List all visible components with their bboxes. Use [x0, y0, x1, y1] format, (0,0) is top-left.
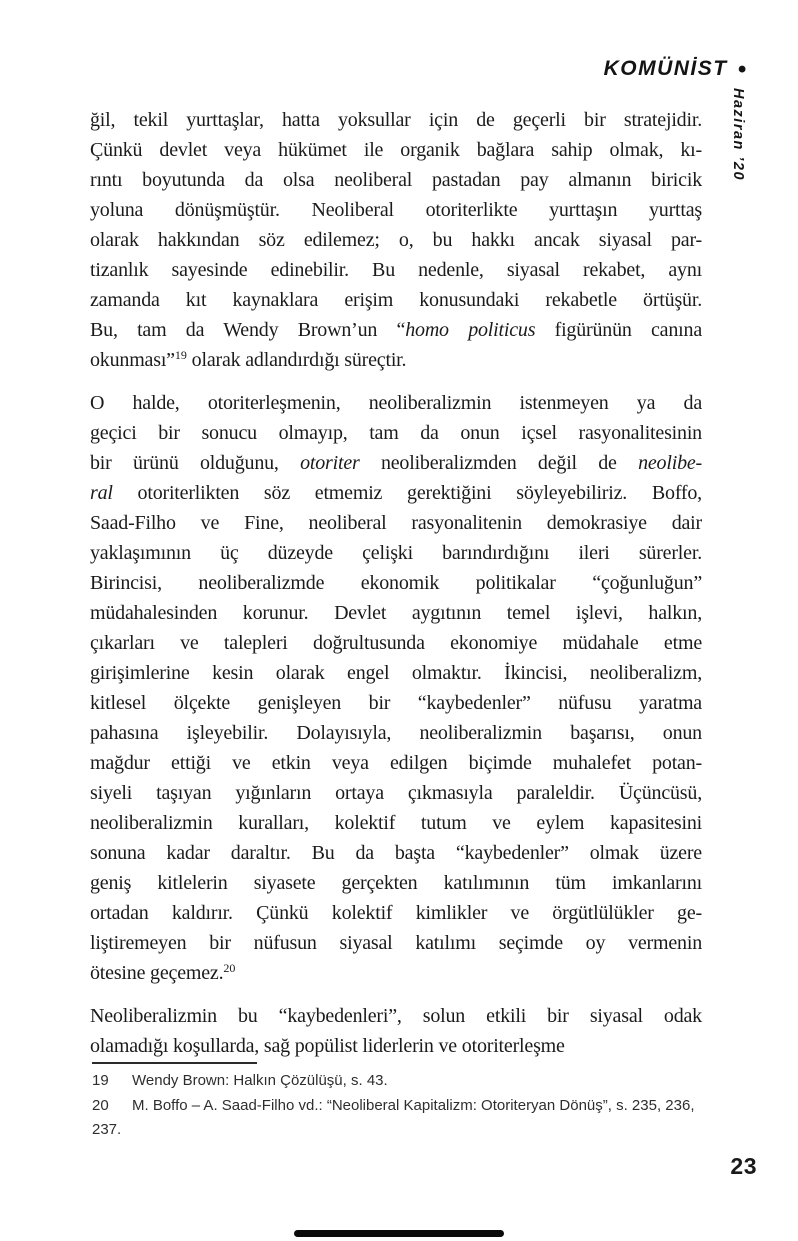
text-line — [90, 315, 702, 345]
footnote-number: 19 — [92, 1072, 109, 1089]
text-segment: neoliberalizmden değil de — [359, 452, 639, 474]
text-line — [90, 345, 702, 375]
text-segment: bir ürünü olduğunu, — [90, 452, 301, 474]
text-segment: ortadan kaldırır. Çünkü kolektif kimlikler ve örgütlülükler ge- — [90, 902, 702, 924]
text-segment: ğil, tekil yurttaşlar, hatta yoksullar için de geçerli bir stratejidir. — [90, 109, 702, 131]
text-segment: Çünkü devlet veya hükümet ile organik bağlara sahip olmak, kı- — [90, 139, 702, 161]
text-line — [90, 255, 702, 285]
text-line — [90, 285, 702, 315]
text-line — [90, 628, 702, 658]
text-line — [90, 838, 702, 868]
text-line — [90, 928, 702, 958]
text-line — [90, 538, 702, 568]
paragraph — [90, 105, 702, 375]
footnote-line — [92, 1118, 702, 1142]
text-segment: liştiremeyen bir nüfusun siyasal katılımı seçimde oy vermenin — [90, 932, 702, 954]
footnote-text: 237. — [92, 1121, 122, 1138]
text-segment: neoliberalizmin kuralları, kolektif tutum ve eylem kapasitesini — [90, 812, 702, 834]
text-segment: zamanda kıt kaynaklara erişim konusundaki rekabetle örtüşür. — [90, 289, 702, 311]
italic-text: neolibe- — [638, 452, 703, 474]
text-segment: olarak hakkından söz edilemez; o, bu hakkı ancak siyasal par- — [90, 229, 702, 251]
text-segment: çıkarları ve talepleri doğrultusunda ekonomiye müdahale etme — [90, 632, 702, 654]
text-line — [90, 808, 702, 838]
footnote-text: M. Boffo – A. Saad-Filho vd.: “Neoliberal Kapitalizm: Otoriteryan Dönüş”, s. 235, 236, — [132, 1097, 695, 1114]
text-line — [90, 898, 702, 928]
text-line — [90, 598, 702, 628]
text-line — [90, 718, 702, 748]
text-segment: Saad-Filho ve Fine, neoliberal rasyonalitenin demokrasiye dair — [90, 512, 702, 534]
footnote-number: 20 — [92, 1097, 109, 1114]
text-segment: pahasına işleyebilir. Dolayısıyla, neoliberalizmin başarısı, onun — [90, 722, 702, 744]
text-segment: girişimlerine kesin olarak engel olmaktır. İkincisi, neoliberalizm, — [90, 662, 702, 684]
text-line — [90, 448, 702, 478]
text-segment: rıntı boyutunda da olsa neoliberal pastadan pay almanın biricik — [90, 169, 702, 191]
text-line — [90, 105, 702, 135]
text-segment: Neoliberalizmin bu “kaybedenleri”, solun etkili bir siyasal odak — [90, 1005, 702, 1027]
page-number: 23 — [730, 1153, 757, 1179]
text-segment: geçici bir sonucu olmayıp, tam da onun içsel rasyonalitesinin — [90, 422, 702, 444]
footnotes — [92, 1069, 702, 1143]
footnote — [92, 1094, 702, 1142]
text-segment: mağdur ettiği ve etkin veya edilgen biçimde muhalefet potan- — [90, 752, 702, 774]
footnote-ref: 19 — [174, 348, 187, 362]
text-line — [90, 418, 702, 448]
text-line — [90, 478, 702, 508]
footnote-line — [92, 1094, 702, 1118]
text-line — [90, 388, 702, 418]
text-line — [90, 688, 702, 718]
text-segment: otoriterlikten söz etmemiz gerektiğini söyleyebiliriz. Boffo, — [112, 482, 702, 504]
footnote — [92, 1069, 702, 1093]
text-line — [90, 868, 702, 898]
text-line — [90, 778, 702, 808]
paragraph — [90, 388, 702, 988]
text-segment: yoluna dönüşmüştür. Neoliberal otoriterlikte yurttaşın yurttaş — [90, 199, 702, 221]
footnote-line — [92, 1069, 702, 1093]
text-line — [90, 748, 702, 778]
home-indicator-bar[interactable] — [294, 1230, 504, 1237]
text-line — [90, 195, 702, 225]
text-segment: olarak adlandırdığı süreçtir. — [186, 349, 407, 371]
text-segment: figürünün canına — [535, 319, 702, 341]
text-segment: yaklaşımının üç düzeyde çelişki barındırdığını ileri sürerler. — [90, 542, 702, 564]
footnote-text: Wendy Brown: Halkın Çözülüşü, s. 43. — [132, 1072, 388, 1089]
text-segment: okunması” — [90, 349, 175, 371]
italic-text: homo politicus — [405, 319, 536, 341]
text-line — [90, 1031, 702, 1061]
text-segment: Bu, tam da Wendy Brown’un “ — [90, 319, 406, 341]
text-segment: geniş kitlelerin siyasete gerçekten katılımının tüm imkanlarını — [90, 872, 702, 894]
text-segment: müdahalesinden korunur. Devlet aygıtının temel işlevi, halkın, — [90, 602, 702, 624]
issue-date-vertical: Haziran ’20 — [730, 88, 746, 182]
text-line — [90, 508, 702, 538]
text-line — [90, 225, 702, 255]
text-segment: kitlesel ölçekte genişleyen bir “kaybedenler” nüfusu yaratma — [90, 692, 702, 714]
text-segment: siyeli taşıyan yığınların ortaya çıkmasıyla paraleldir. Üçüncüsü, — [90, 782, 702, 804]
text-segment: Birincisi, neoliberalizmde ekonomik politikalar “çoğunluğun” — [90, 572, 702, 594]
text-segment: olamadığı koşullarda, sağ popülist liderlerin ve otoriterleşme — [90, 1035, 565, 1057]
body-text — [90, 105, 702, 1074]
text-segment: O halde, otoriterleşmenin, neoliberalizmin istenmeyen ya da — [90, 392, 702, 414]
text-line — [90, 1001, 702, 1031]
journal-header: KOMÜNİST • — [603, 56, 746, 83]
italic-text: ral — [90, 482, 113, 504]
text-line — [90, 658, 702, 688]
text-segment: ötesine geçemez. — [90, 962, 224, 984]
text-line — [90, 568, 702, 598]
footnote-ref: 20 — [223, 961, 236, 975]
text-segment: sonuna kadar daraltır. Bu da başta “kaybedenler” olmak üzere — [90, 842, 702, 864]
text-segment: tizanlık sayesinde edinebilir. Bu nedenle, siyasal rekabet, aynı — [90, 259, 702, 281]
journal-title: KOMÜNİST — [603, 57, 728, 80]
text-line — [90, 135, 702, 165]
text-line — [90, 165, 702, 195]
footnote-separator — [92, 1062, 257, 1064]
italic-text: otoriter — [300, 452, 360, 474]
text-line — [90, 958, 702, 988]
paragraph — [90, 1001, 702, 1061]
